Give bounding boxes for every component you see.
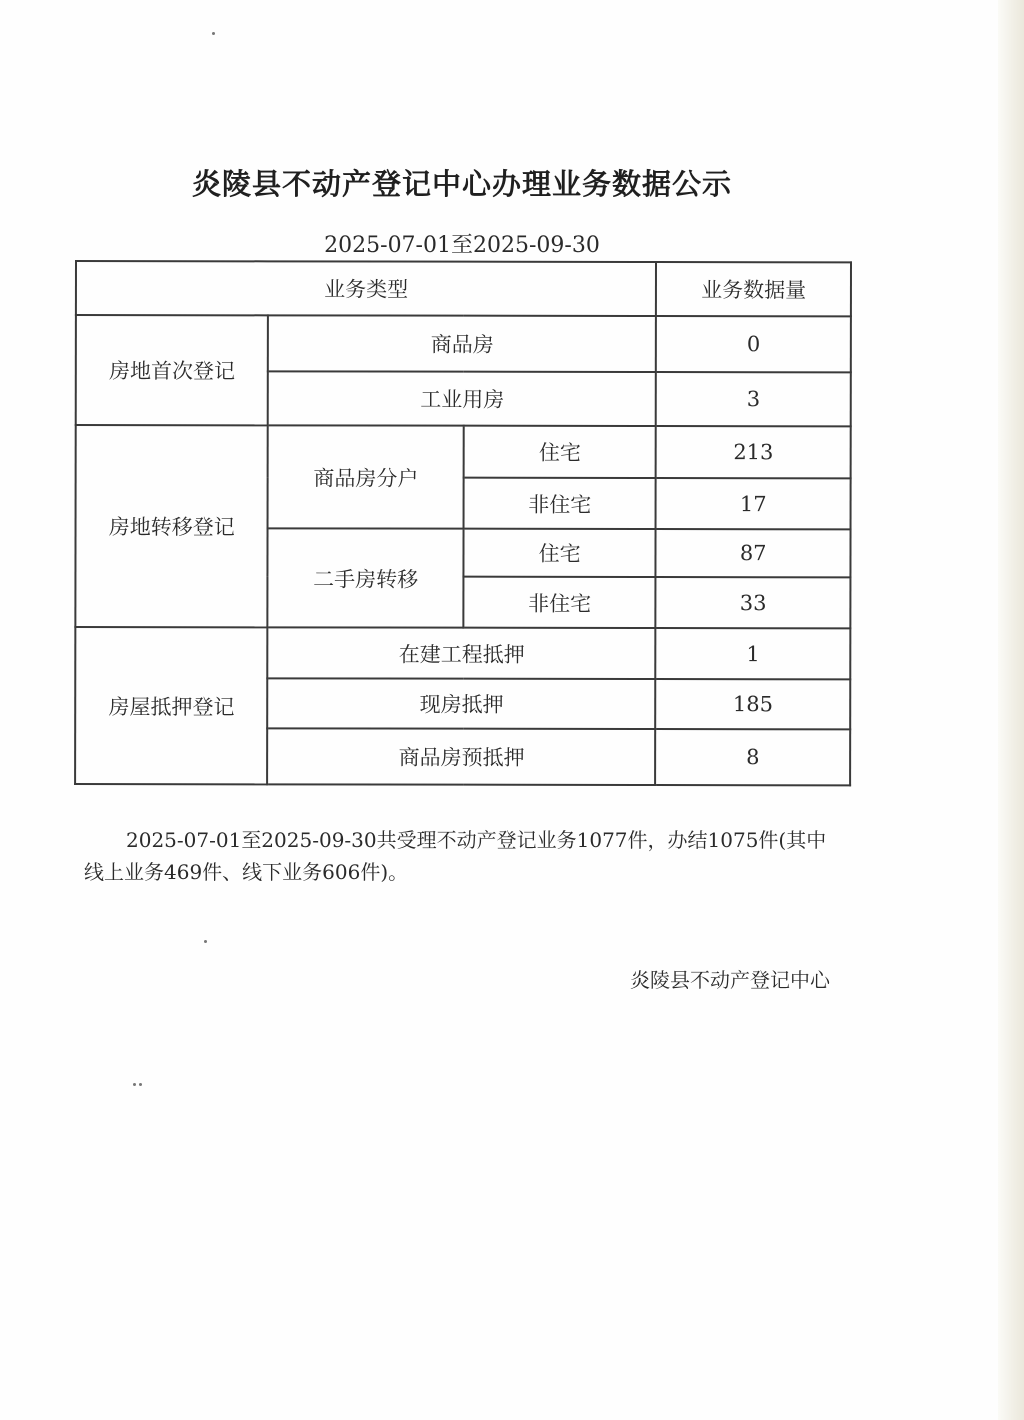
table-row (76, 425, 851, 478)
value-cell: 87 (656, 529, 851, 577)
paper-speck (212, 32, 215, 35)
item-cell: 住宅 (464, 426, 657, 478)
item-cell: 住宅 (463, 529, 656, 577)
header-count: 业务数据量 (656, 262, 851, 316)
value-cell: 185 (656, 679, 851, 729)
subcategory-cell: 商品房分户 (268, 425, 464, 528)
value-cell: 8 (656, 729, 851, 785)
paper-edge-shade (998, 0, 1024, 1420)
value-cell: 3 (656, 372, 851, 426)
item-cell: 工业用房 (268, 371, 656, 426)
summary-paragraph: 2025-07-01至2025-09-30共受理不动产登记业务1077件，办结1075件(其中线上业务469件、线下业务606件)。 (84, 828, 827, 884)
item-cell: 非住宅 (463, 577, 656, 628)
table-row (75, 627, 850, 679)
subcategory-cell: 二手房转移 (268, 528, 464, 627)
paper-speck (139, 1083, 142, 1086)
category-cell: 房屋抵押登记 (75, 627, 268, 784)
item-cell: 非住宅 (463, 478, 656, 529)
header-type: 业务类型 (76, 261, 657, 316)
date-range: 2025-07-01至2025-09-30 (324, 233, 600, 258)
data-table (74, 260, 852, 786)
table-header-row (76, 261, 851, 316)
value-cell: 213 (656, 426, 851, 478)
table-row (76, 315, 851, 372)
item-cell: 商品房预抵押 (268, 728, 656, 785)
item-cell: 在建工程抵押 (268, 627, 656, 679)
category-cell: 房地转移登记 (75, 425, 268, 627)
item-cell: 商品房 (268, 315, 656, 372)
value-cell: 1 (656, 628, 851, 679)
item-cell: 现房抵押 (268, 678, 656, 729)
paper-speck (133, 1083, 136, 1086)
value-cell: 33 (656, 577, 851, 628)
paper-speck (204, 940, 207, 943)
document-title: 炎陵县不动产登记中心办理业务数据公示 (191, 167, 732, 201)
category-cell: 房地首次登记 (76, 315, 269, 425)
signature: 炎陵县不动产登记中心 (630, 968, 830, 992)
value-cell: 17 (656, 478, 851, 529)
value-cell: 0 (656, 316, 851, 372)
